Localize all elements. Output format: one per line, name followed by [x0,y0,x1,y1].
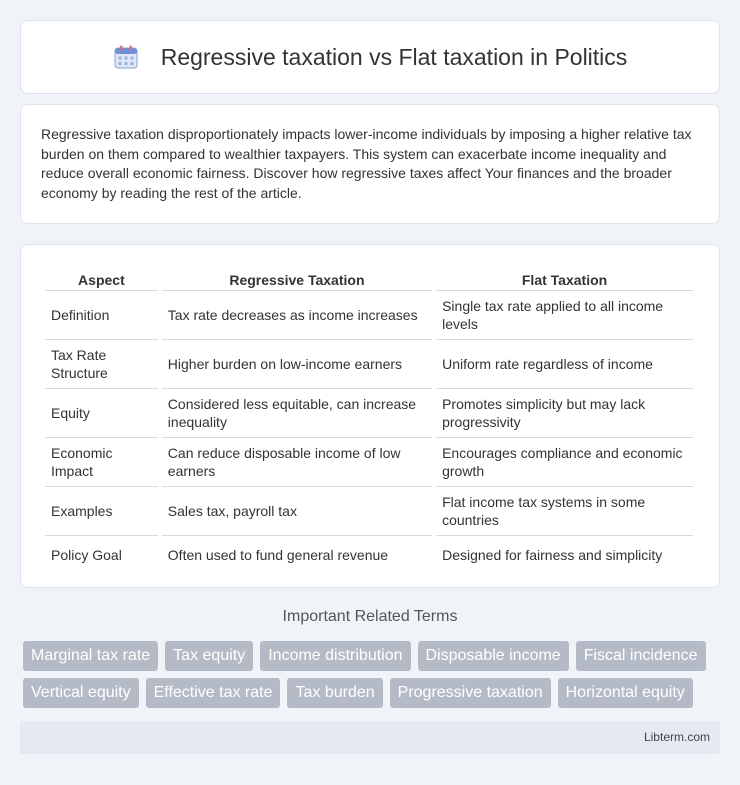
related-terms-title: Important Related Terms [282,608,458,625]
tag-income-distribution[interactable]: Income distribution [260,641,410,671]
cell-flat: Promotes simplicity but may lack progressivity [436,389,693,438]
cell-regressive: Considered less equitable, can increase inequality [162,389,432,438]
cell-flat: Designed for fairness and simplicity [442,546,663,563]
cell-flat: Single tax rate applied to all income levels [436,291,693,340]
tag-tax-burden[interactable]: Tax burden [287,678,382,708]
cell-aspect: Examples [45,487,158,536]
table-row [45,291,693,340]
related-terms-tags [23,641,723,715]
table-row [45,389,693,438]
header-regressive: Regressive Taxation [162,265,432,291]
header-aspect: Aspect [45,265,158,291]
cell-regressive: Often used to fund general revenue [167,546,389,563]
cell-regressive: Tax rate decreases as income increases [162,291,432,340]
tag-marginal-tax-rate[interactable]: Marginal tax rate [23,641,158,671]
cell-aspect: Policy Goal [51,546,122,563]
footer [20,721,720,754]
intro-card [20,104,720,224]
intro-text: Regressive taxation disproportionately impacts lower-income individuals by imposing a higher relative tax burden on them compared to wealthier taxpayers. This system can exacerbate income inequality and reduce overall economic fairness. Discover how regressive taxes affect Your finances and the broader economy by reading the rest of the article. [41,126,692,201]
comparison-table-card [20,244,720,588]
tag-horizontal-equity[interactable]: Horizontal equity [558,678,693,708]
footer-brand-link[interactable]: Libterm.com [643,730,710,744]
cell-flat: Flat income tax systems in some countries [436,487,693,536]
cell-regressive: Sales tax, payroll tax [162,487,432,536]
table-row [45,487,693,536]
tag-disposable-income[interactable]: Disposable income [418,641,569,671]
cell-regressive: Can reduce disposable income of low earners [162,438,432,487]
cell-aspect: Tax Rate Structure [45,340,158,389]
tag-effective-tax-rate[interactable]: Effective tax rate [146,678,281,708]
comparison-table [41,265,697,573]
table-row [45,438,693,487]
cell-aspect: Equity [45,389,158,438]
tag-tax-equity[interactable]: Tax equity [165,641,253,671]
tag-row [23,641,723,671]
tag-vertical-equity[interactable]: Vertical equity [23,678,139,708]
cell-flat: Uniform rate regardless of income [436,340,693,389]
cell-aspect: Economic Impact [45,438,158,487]
table-row [45,340,693,389]
calendar-icon [113,44,139,70]
tag-progressive-taxation[interactable]: Progressive taxation [390,678,551,708]
page-title: Regressive taxation vs Flat taxation in Politics [160,43,628,70]
header-flat: Flat Taxation [436,265,693,291]
table-row [45,536,693,573]
table-header-row [45,265,693,291]
cell-aspect: Definition [45,291,158,340]
tag-fiscal-incidence[interactable]: Fiscal incidence [576,641,706,671]
cell-regressive: Higher burden on low-income earners [162,340,432,389]
cell-flat: Encourages compliance and economic growth [436,438,693,487]
header-card [20,20,720,94]
tag-row [23,678,723,708]
